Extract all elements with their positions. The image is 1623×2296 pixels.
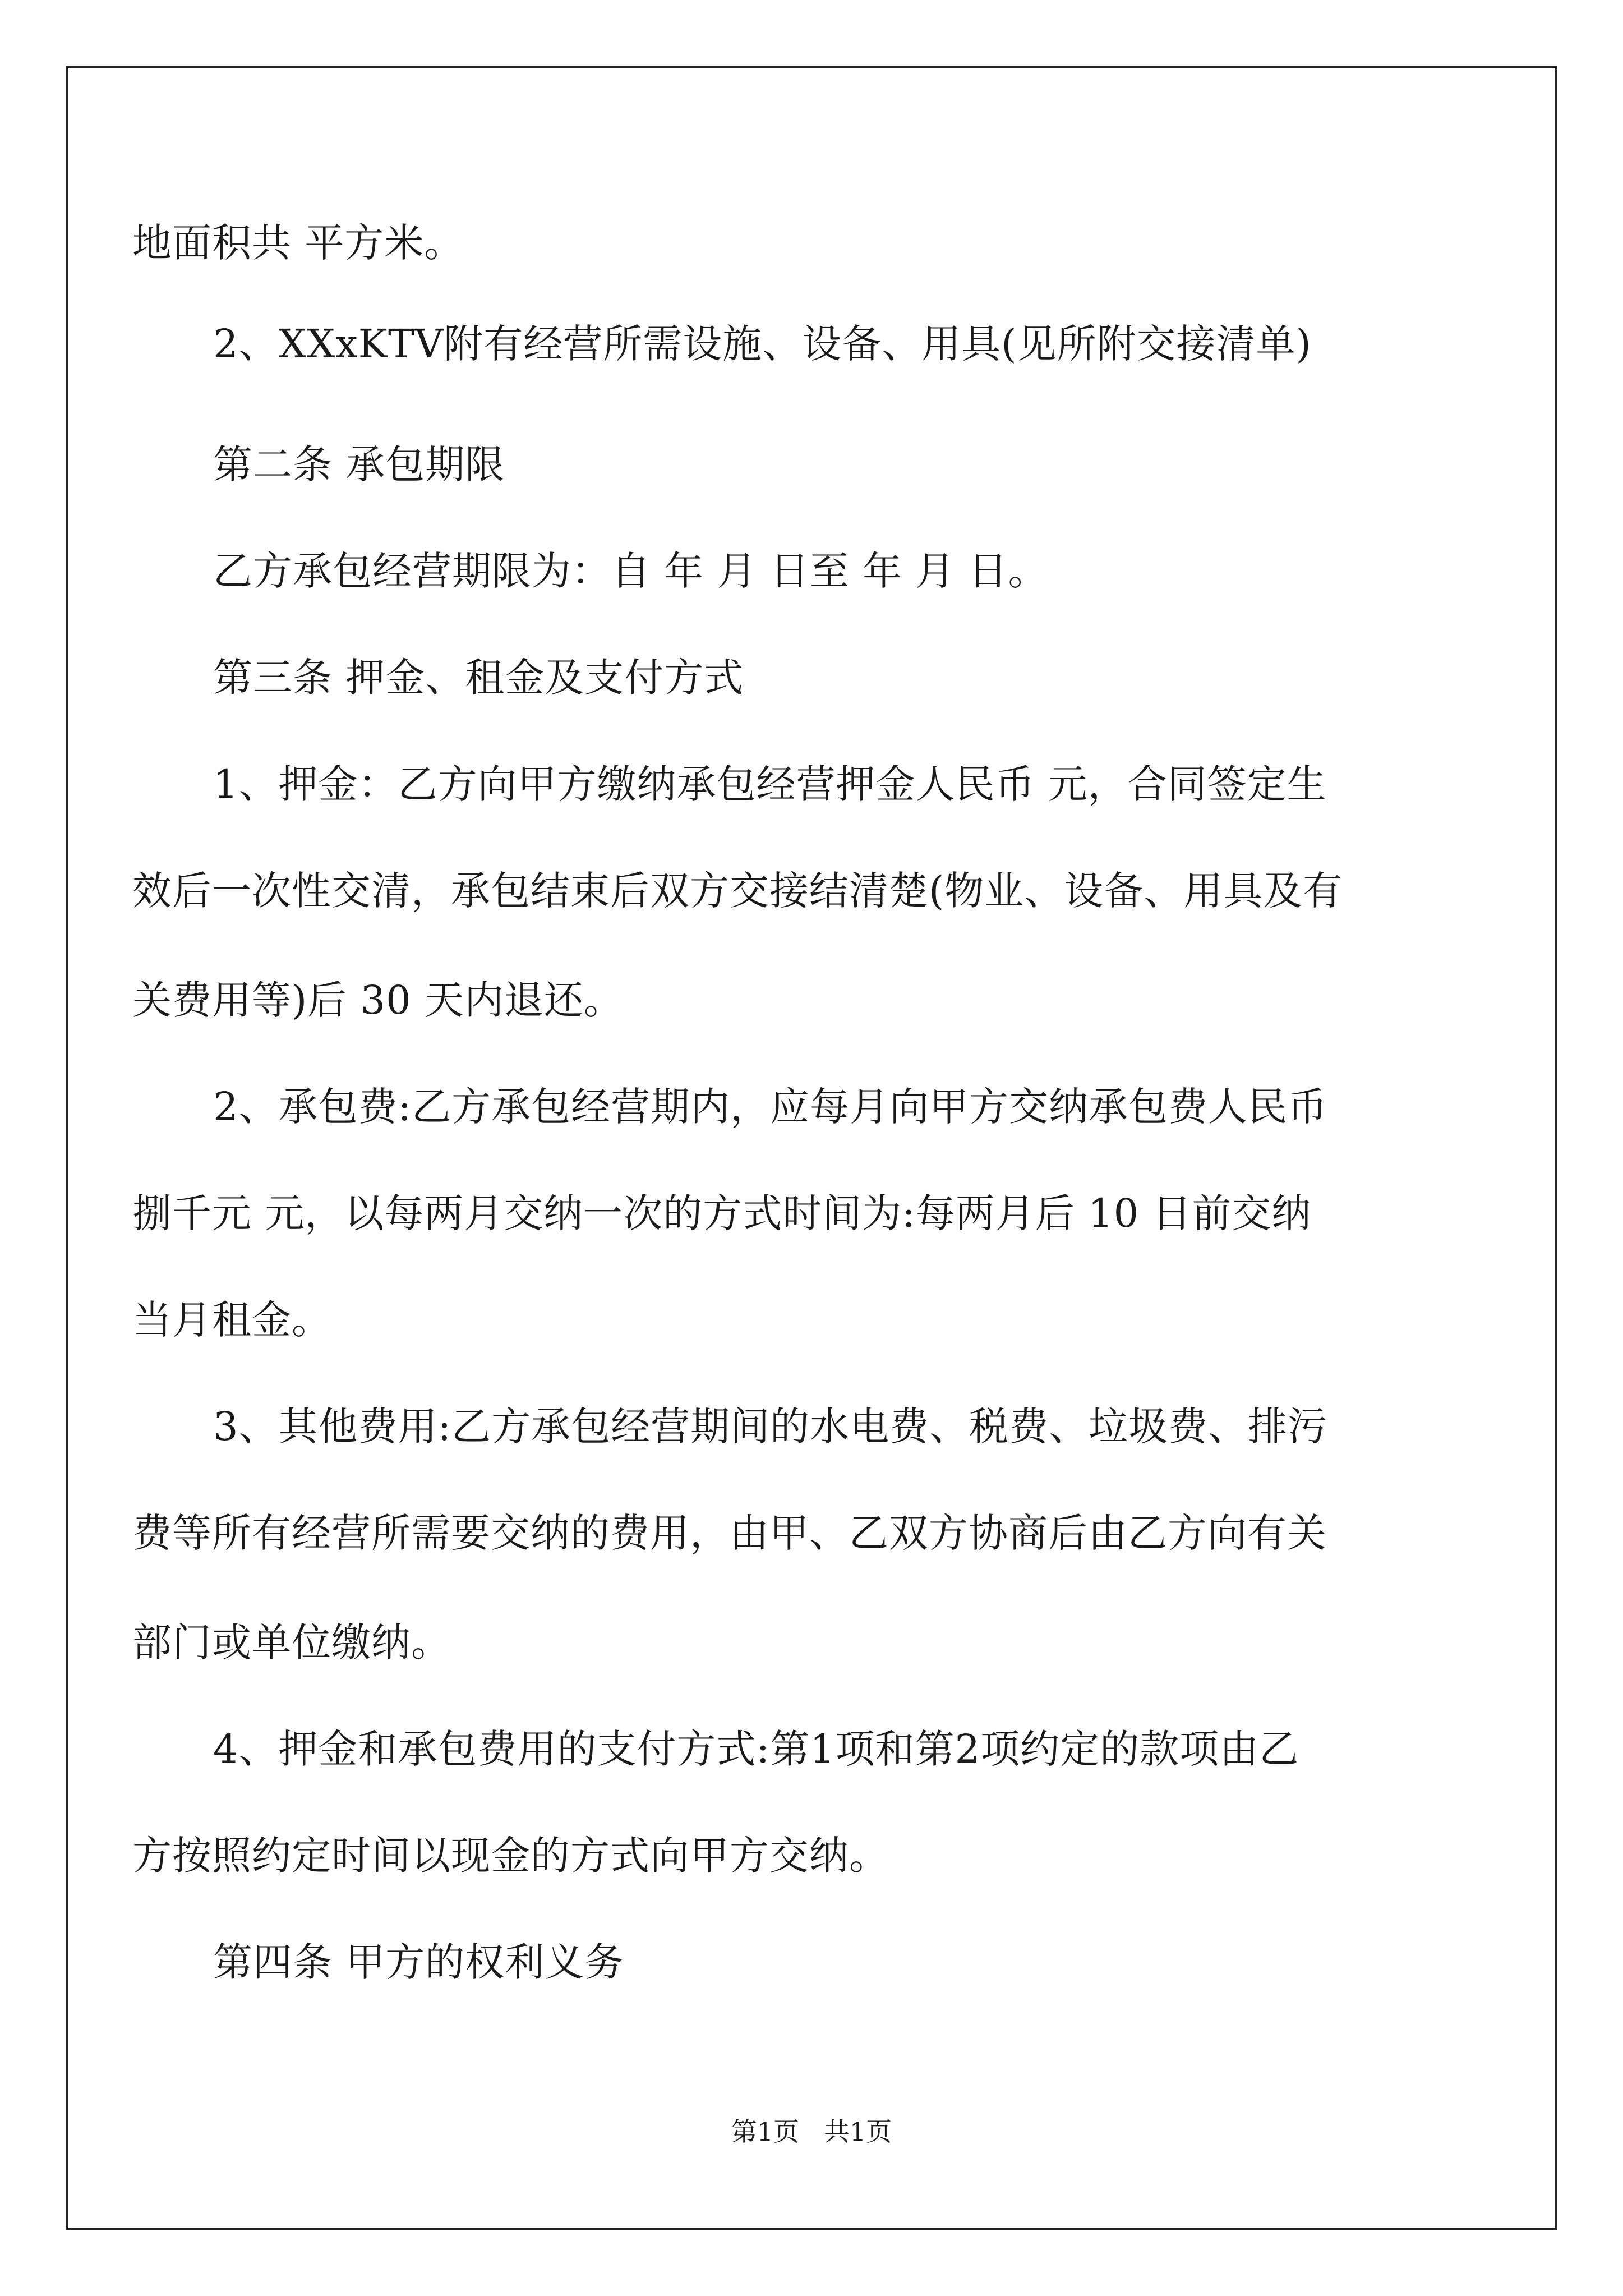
section-heading: 第三条 押金、租金及支付方式: [213, 655, 744, 701]
text-line: 地面积共 平方米。: [132, 220, 464, 266]
text-line: 费等所有经营所需要交纳的费用，由甲、乙双方协商后由乙方向有关: [132, 1510, 1327, 1556]
section-heading: 第二条 承包期限: [213, 441, 505, 487]
text-line: 2、XXxKTV附有经营所需设施、设备、用具(见所附交接清单): [213, 321, 1312, 367]
page-footer: [0, 2115, 1623, 2148]
text-line: 乙方承包经营期限为：自 年 月 日至 年 月 日。: [213, 548, 1048, 594]
text-line: 方按照约定时间以现金的方式向甲方交纳。: [132, 1833, 889, 1879]
text-line: 捌千元 元，以每两月交纳一次的方式时间为:每两月后 10 日前交纳: [132, 1190, 1312, 1236]
section-heading: 第四条 甲方的权利义务: [213, 1939, 625, 1985]
text-line: 效后一次性交清，承包结束后双方交接结清楚(物业、设备、用具及有: [132, 868, 1343, 914]
text-line: 当月租金。: [132, 1297, 331, 1343]
text-line: 关费用等)后 30 天内退还。: [132, 977, 624, 1023]
page-number: 第1页: [731, 2116, 800, 2147]
text-line: 部门或单位缴纳。: [132, 1619, 451, 1665]
text-line: 1、押金：乙方向甲方缴纳承包经营押金人民币 元，合同签定生: [213, 761, 1327, 807]
text-line: 3、其他费用:乙方承包经营期间的水电费、税费、垃圾费、排污: [213, 1404, 1328, 1450]
page-total: 共1页: [823, 2116, 892, 2147]
text-line: 2、承包费:乙方承包经营期内，应每月向甲方交纳承包费人民币: [213, 1084, 1328, 1130]
text-line: 4、押金和承包费用的支付方式:第1项和第2项约定的款项由乙: [213, 1726, 1299, 1772]
